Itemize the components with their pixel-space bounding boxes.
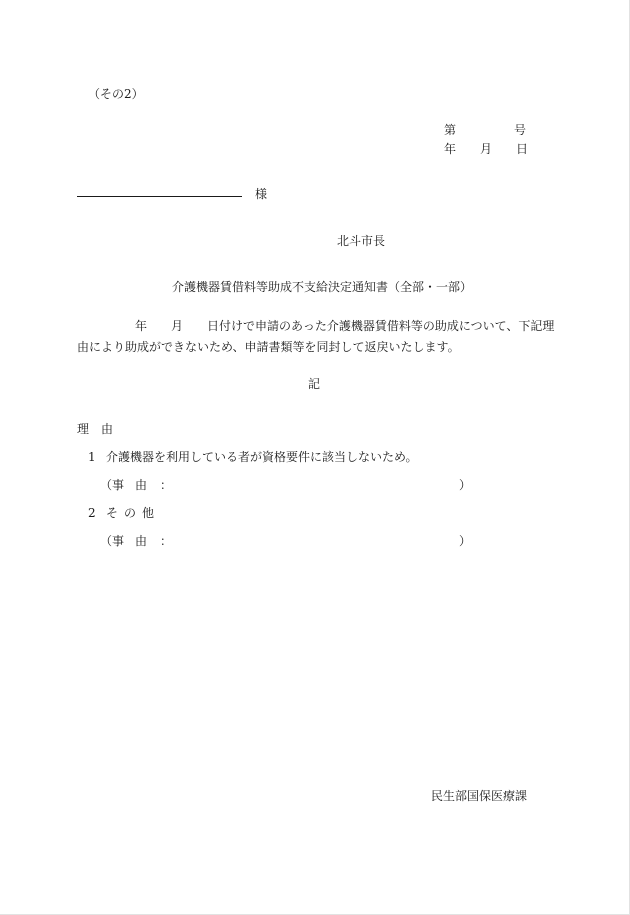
issuer-name: 北斗市長 xyxy=(337,234,386,248)
ki-heading: 記 xyxy=(308,377,321,391)
date-month: 月 xyxy=(480,142,493,156)
date-day: 日 xyxy=(516,142,529,156)
item-text: 介護機器を利用している者が資格要件に該当しないため。 xyxy=(106,450,418,464)
detail-open-paren: （ xyxy=(100,534,113,548)
reason-detail-2 xyxy=(100,532,172,549)
reason-heading: 理由 xyxy=(77,422,126,436)
document-title: 介護機器賃借料等助成不支給決定通知書（全部・一部） xyxy=(172,280,473,294)
body-month: 月 xyxy=(171,319,184,333)
item-text: その他 xyxy=(106,506,161,520)
reason-item-1 xyxy=(88,448,418,465)
detail-colon: ： xyxy=(160,534,173,548)
reason-item-2 xyxy=(88,504,160,521)
detail-close-paren: ） xyxy=(459,534,472,548)
number-suffix: 号 xyxy=(514,123,527,137)
reason-detail-1 xyxy=(100,476,172,493)
addressee-underline xyxy=(77,196,242,197)
body-text: 日付けで申請のあった介護機器賃借料等の助成について、下記理由により助成ができないため、申請書類等を同封して返戻いたします。 xyxy=(77,319,555,354)
body-paragraph xyxy=(77,316,557,358)
document-date-line xyxy=(444,140,528,157)
form-id: （その2） xyxy=(88,87,144,101)
detail-close-paren: ） xyxy=(459,478,472,492)
detail-label: 事由 xyxy=(112,534,159,548)
date-year: 年 xyxy=(444,142,457,156)
addressee-suffix: 様 xyxy=(255,187,268,201)
issuing-department: 民生部国保医療課 xyxy=(431,789,528,803)
detail-label: 事由 xyxy=(112,478,159,492)
detail-open-paren: （ xyxy=(100,478,113,492)
item-number: 1 xyxy=(88,450,96,464)
detail-colon: ： xyxy=(160,478,173,492)
body-year: 年 xyxy=(135,319,148,333)
number-prefix: 第 xyxy=(444,123,457,137)
item-number: 2 xyxy=(88,506,96,520)
document-number-line xyxy=(444,121,526,138)
